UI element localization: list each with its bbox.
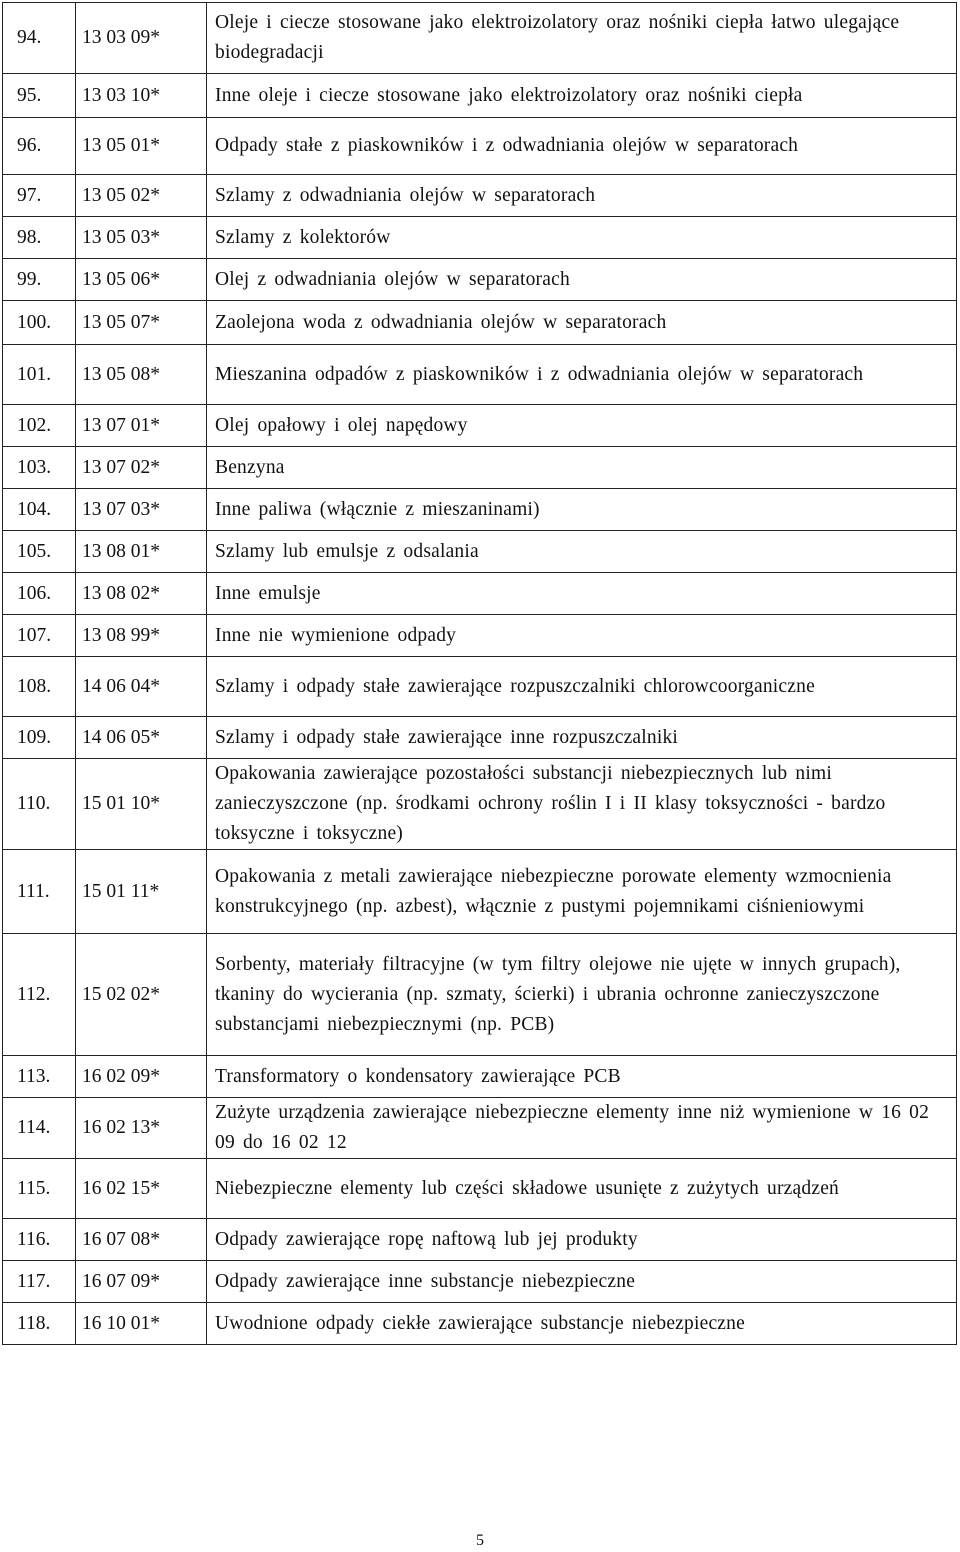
waste-description: Inne nie wymienione odpady: [207, 615, 957, 657]
waste-description: Olej opałowy i olej napędowy: [207, 405, 957, 447]
row-number: 98.: [3, 217, 76, 259]
waste-description: Zużyte urządzenia zawierające niebezpieczne elementy inne niż wymienione w 16 02 09 do 16 02 12: [207, 1098, 957, 1159]
row-number: 113.: [3, 1056, 76, 1098]
row-number: 118.: [3, 1303, 76, 1345]
table-row: [3, 217, 957, 259]
row-number: 111.: [3, 850, 76, 934]
row-number: 114.: [3, 1098, 76, 1159]
waste-description: Transformatory o kondensatory zawierające PCB: [207, 1056, 957, 1098]
table-row: [3, 118, 957, 175]
waste-description: Oleje i ciecze stosowane jako elektroizolatory oraz nośniki ciepła łatwo ulegające biodegradacji: [207, 3, 957, 74]
waste-description: Olej z odwadniania olejów w separatorach: [207, 259, 957, 301]
row-number: 99.: [3, 259, 76, 301]
row-number: 106.: [3, 573, 76, 615]
waste-description: Inne paliwa (włącznie z mieszaninami): [207, 489, 957, 531]
waste-code: 13 08 01*: [76, 531, 207, 573]
table-row: [3, 934, 957, 1056]
waste-code: 13 07 01*: [76, 405, 207, 447]
table-row: [3, 717, 957, 759]
row-number: 108.: [3, 657, 76, 717]
table-row: [3, 1219, 957, 1261]
waste-code: 13 05 02*: [76, 175, 207, 217]
row-number: 103.: [3, 447, 76, 489]
waste-description: Szlamy i odpady stałe zawierające rozpuszczalniki chlorowcoorganiczne: [207, 657, 957, 717]
table-row: [3, 1303, 957, 1345]
waste-code: 15 01 10*: [76, 759, 207, 850]
page-number: 5: [476, 1532, 484, 1549]
waste-code: 16 02 09*: [76, 1056, 207, 1098]
row-number: 116.: [3, 1219, 76, 1261]
waste-description: Inne emulsje: [207, 573, 957, 615]
waste-code: 13 08 99*: [76, 615, 207, 657]
row-number: 115.: [3, 1159, 76, 1219]
row-number: 104.: [3, 489, 76, 531]
waste-code: 16 02 15*: [76, 1159, 207, 1219]
row-number: 97.: [3, 175, 76, 217]
waste-code: 16 02 13*: [76, 1098, 207, 1159]
table-row: [3, 1056, 957, 1098]
table-row: [3, 259, 957, 301]
row-number: 100.: [3, 301, 76, 345]
waste-code: 13 08 02*: [76, 573, 207, 615]
table-row: [3, 1261, 957, 1303]
waste-description: Opakowania zawierające pozostałości substancji niebezpiecznych lub nimi zanieczyszczone (np. środkami ochrony roślin I i II klasy toksyczności - bardzo toksyczne i toksyczne): [207, 759, 957, 850]
table-row: [3, 1159, 957, 1219]
waste-code: 16 07 09*: [76, 1261, 207, 1303]
table-row: [3, 3, 957, 74]
waste-code: 13 03 10*: [76, 74, 207, 118]
waste-description: Odpady zawierające ropę naftową lub jej produkty: [207, 1219, 957, 1261]
waste-description: Benzyna: [207, 447, 957, 489]
table-row: [3, 447, 957, 489]
waste-description: Odpady stałe z piaskowników i z odwadniania olejów w separatorach: [207, 118, 957, 175]
table-row: [3, 657, 957, 717]
waste-code: 15 02 02*: [76, 934, 207, 1056]
row-number: 94.: [3, 3, 76, 74]
table-row: [3, 850, 957, 934]
row-number: 95.: [3, 74, 76, 118]
waste-code: 13 03 09*: [76, 3, 207, 74]
waste-code: 13 05 01*: [76, 118, 207, 175]
row-number: 96.: [3, 118, 76, 175]
waste-description: Szlamy z odwadniania olejów w separatorach: [207, 175, 957, 217]
waste-description: Szlamy lub emulsje z odsalania: [207, 531, 957, 573]
waste-code: 15 01 11*: [76, 850, 207, 934]
waste-code: 13 07 02*: [76, 447, 207, 489]
waste-codes-table-body: [3, 3, 957, 1345]
waste-description: Uwodnione odpady ciekłe zawierające substancje niebezpieczne: [207, 1303, 957, 1345]
waste-description: Szlamy i odpady stałe zawierające inne rozpuszczalniki: [207, 717, 957, 759]
table-row: [3, 301, 957, 345]
waste-description: Niebezpieczne elementy lub części składowe usunięte z zużytych urządzeń: [207, 1159, 957, 1219]
table-row: [3, 1098, 957, 1159]
row-number: 101.: [3, 345, 76, 405]
row-number: 107.: [3, 615, 76, 657]
waste-code: 13 05 06*: [76, 259, 207, 301]
table-row: [3, 345, 957, 405]
waste-code: 14 06 04*: [76, 657, 207, 717]
row-number: 102.: [3, 405, 76, 447]
table-row: [3, 573, 957, 615]
row-number: 112.: [3, 934, 76, 1056]
waste-description: Sorbenty, materiały filtracyjne (w tym filtry olejowe nie ujęte w innych grupach), tkaniny do wycierania (np. szmaty, ścierki) i ubrania ochronne zanieczyszczone substancjami niebezpiecznymi (np. PCB): [207, 934, 957, 1056]
table-row: [3, 531, 957, 573]
waste-code: 16 07 08*: [76, 1219, 207, 1261]
table-row: [3, 175, 957, 217]
table-row: [3, 74, 957, 118]
waste-codes-table: [2, 2, 957, 1345]
table-row: [3, 489, 957, 531]
row-number: 105.: [3, 531, 76, 573]
waste-code: 13 05 03*: [76, 217, 207, 259]
waste-description: Zaolejona woda z odwadniania olejów w separatorach: [207, 301, 957, 345]
waste-description: Odpady zawierające inne substancje niebezpieczne: [207, 1261, 957, 1303]
waste-code: 13 05 08*: [76, 345, 207, 405]
table-row: [3, 405, 957, 447]
waste-code: 13 07 03*: [76, 489, 207, 531]
table-row: [3, 759, 957, 850]
waste-description: Mieszanina odpadów z piaskowników i z odwadniania olejów w separatorach: [207, 345, 957, 405]
row-number: 110.: [3, 759, 76, 850]
waste-description: Szlamy z kolektorów: [207, 217, 957, 259]
waste-description: Opakowania z metali zawierające niebezpieczne porowate elementy wzmocnienia konstrukcyjnego (np. azbest), włącznie z pustymi pojemnikami ciśnieniowymi: [207, 850, 957, 934]
waste-code: 14 06 05*: [76, 717, 207, 759]
table-row: [3, 615, 957, 657]
row-number: 109.: [3, 717, 76, 759]
waste-description: Inne oleje i ciecze stosowane jako elektroizolatory oraz nośniki ciepła: [207, 74, 957, 118]
waste-code: 13 05 07*: [76, 301, 207, 345]
row-number: 117.: [3, 1261, 76, 1303]
waste-code: 16 10 01*: [76, 1303, 207, 1345]
